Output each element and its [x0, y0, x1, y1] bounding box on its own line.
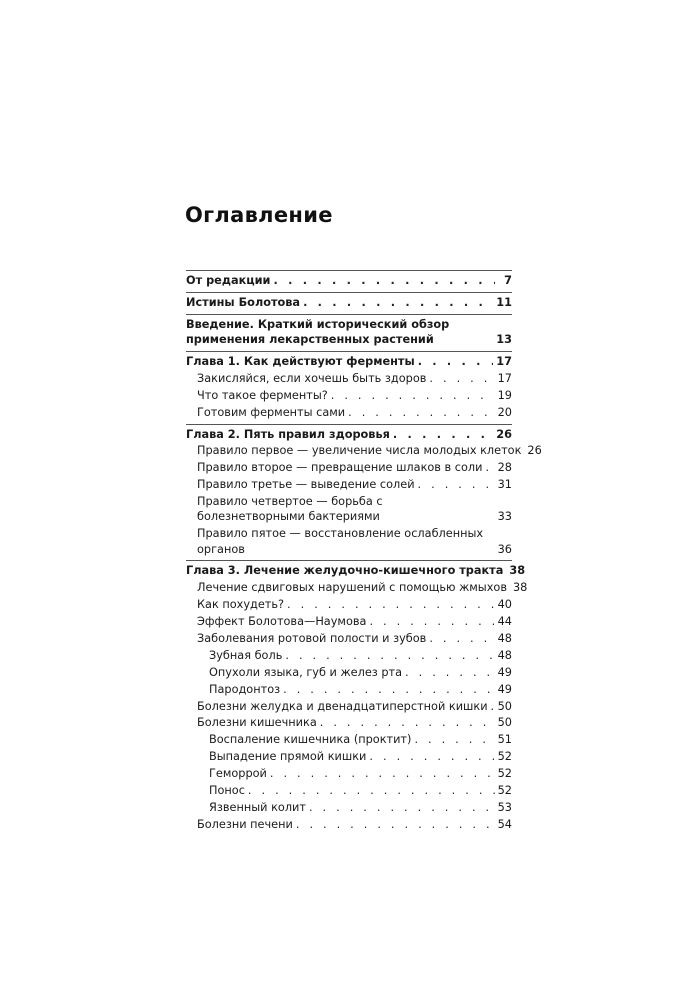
toc-page-number: 36	[497, 542, 512, 556]
toc-dot-leader	[287, 597, 495, 612]
toc-entry[interactable]	[186, 715, 512, 732]
toc-page-number: 52	[497, 784, 512, 798]
toc-page-number: 26	[527, 444, 542, 458]
toc-page-number: 28	[497, 461, 512, 475]
toc-entry[interactable]	[186, 494, 512, 526]
toc-entry-title: Истины Болотова	[186, 295, 301, 309]
toc-chapter-entry[interactable]	[186, 317, 512, 349]
toc-entry[interactable]	[186, 597, 512, 614]
toc-entry[interactable]	[186, 800, 512, 817]
toc-section	[186, 351, 512, 422]
toc-dot-leader	[285, 648, 494, 663]
toc-chapter-entry[interactable]	[186, 354, 512, 371]
toc-entry[interactable]	[186, 460, 512, 477]
toc-page-number: 49	[497, 682, 512, 696]
toc-entry[interactable]	[186, 648, 512, 665]
toc-page-number: 13	[496, 333, 512, 347]
toc-dot-leader	[418, 354, 494, 369]
page-title: Оглавление	[185, 203, 333, 227]
toc-entry-title: Болезни кишечника	[197, 716, 317, 730]
toc-dot-leader	[418, 477, 495, 492]
toc-page-number: 50	[497, 716, 512, 730]
toc-entry-title: Понос	[209, 784, 245, 798]
toc-page-number: 26	[496, 427, 512, 441]
toc-dot-leader	[303, 295, 493, 310]
toc-dot-leader	[273, 273, 495, 288]
toc-entry-title: Введение. Краткий исторический обзор применения лекарственных растений	[186, 317, 450, 347]
toc-entry-title: Язвенный колит	[209, 800, 306, 814]
toc-chapter-entry[interactable]	[186, 427, 512, 444]
toc-entry-title: Пародонтоз	[209, 682, 281, 696]
toc-section	[186, 314, 512, 349]
toc-page-number: 40	[497, 598, 512, 612]
toc-dot-leader	[248, 783, 495, 798]
toc-dot-leader	[369, 749, 494, 764]
toc-dot-leader	[309, 800, 495, 815]
toc-entry-title: Правило третье — выведение солей	[197, 478, 415, 492]
toc-page-number: 48	[497, 632, 512, 646]
toc-section	[186, 270, 512, 290]
toc-dot-leader	[348, 405, 494, 420]
toc-section	[186, 424, 542, 559]
toc-chapter-entry[interactable]	[186, 273, 512, 290]
toc-entry-title: Закисляйся, если хочешь быть здоров	[197, 371, 427, 385]
toc-page-number: 50	[497, 699, 512, 713]
toc-page-number: 11	[496, 295, 512, 309]
toc-section	[186, 292, 512, 312]
toc-page-number: 17	[496, 354, 512, 368]
toc-page-number: 20	[497, 405, 512, 419]
toc-dot-leader	[429, 631, 494, 646]
toc-entry-title: Лечение сдвиговых нарушений с помощью жмыхов	[197, 581, 507, 595]
toc-page-number: 7	[504, 274, 512, 287]
toc-entry[interactable]	[186, 732, 512, 749]
toc-entry-title: Заболевания ротовой полости и зубов	[197, 632, 427, 646]
toc-entry[interactable]	[186, 388, 512, 405]
toc-page-number: 33	[497, 510, 512, 524]
table-of-contents	[186, 270, 542, 834]
toc-page-number: 54	[497, 817, 512, 831]
toc-section	[186, 560, 528, 833]
toc-page-number: 53	[497, 800, 512, 814]
toc-entry[interactable]	[186, 699, 512, 716]
toc-page-number: 51	[497, 733, 512, 747]
toc-entry-title: Правило второе — превращение шлаков в соли	[197, 461, 483, 475]
toc-dot-leader	[491, 699, 495, 714]
toc-page-number: 49	[497, 665, 512, 679]
toc-entry-title: Болезни желудка и двенадцатиперстной кишки	[197, 699, 488, 713]
toc-entry[interactable]	[186, 405, 512, 422]
toc-chapter-entry[interactable]	[186, 295, 512, 312]
toc-dot-leader	[270, 766, 495, 781]
toc-entry-title: Выпадение прямой кишки	[209, 750, 367, 764]
toc-entry[interactable]	[186, 682, 512, 699]
toc-dot-leader	[429, 371, 494, 386]
toc-entry-title: Эффект Болотова—Наумова	[197, 615, 367, 629]
toc-entry-title: Правило первое — увеличение числа молодых клеток	[197, 444, 522, 458]
toc-entry[interactable]	[186, 614, 512, 631]
toc-page-number: 38	[509, 564, 526, 578]
toc-entry[interactable]	[186, 477, 512, 494]
toc-page-number: 48	[497, 648, 512, 662]
toc-page-number: 19	[497, 388, 512, 402]
toc-entry[interactable]	[186, 371, 512, 388]
toc-dot-leader	[405, 665, 495, 680]
toc-page-number: 17	[497, 371, 512, 385]
toc-page-number: 38	[512, 581, 528, 595]
toc-entry-title: Болезни печени	[197, 817, 293, 831]
toc-dot-leader	[414, 732, 494, 747]
toc-entry-title: От редакции	[186, 274, 271, 287]
toc-entry[interactable]	[186, 749, 512, 766]
toc-page-number: 44	[497, 615, 512, 629]
toc-entry[interactable]	[186, 783, 512, 800]
toc-entry-title: Глава 2. Пять правил здоровья	[186, 427, 390, 441]
toc-page-number: 52	[497, 750, 512, 764]
toc-dot-leader	[393, 427, 493, 442]
toc-dot-leader	[331, 388, 495, 403]
toc-entry-title: Опухоли языка, губ и желез рта	[209, 665, 403, 679]
toc-entry-title: Глава 1. Как действуют ферменты	[186, 354, 415, 368]
toc-entry-title: Правило четвертое — борьба с болезнетворными бактериями	[197, 495, 383, 524]
toc-entry-title: Глава 3. Лечение желудочно-кишечного тракта	[186, 564, 504, 578]
toc-entry-title: Воспаление кишечника (проктит)	[209, 733, 412, 747]
toc-entry[interactable]	[186, 443, 542, 460]
toc-page-number: 52	[497, 767, 512, 781]
toc-entry-title: Зубная боль	[209, 648, 283, 662]
toc-page-number: 31	[497, 478, 512, 492]
toc-dot-leader	[486, 460, 495, 475]
toc-dot-leader	[320, 715, 495, 730]
toc-entry[interactable]	[186, 580, 528, 597]
toc-entry-title: Как похудеть?	[197, 598, 285, 612]
toc-entry-title: Готовим ферменты сами	[197, 405, 346, 419]
toc-dot-leader	[283, 682, 495, 697]
toc-entry[interactable]	[186, 526, 512, 558]
toc-entry[interactable]	[186, 665, 512, 682]
toc-dot-leader	[369, 614, 494, 629]
toc-entry-title: Геморрой	[209, 767, 267, 781]
toc-entry[interactable]	[186, 766, 512, 783]
toc-chapter-entry[interactable]	[186, 563, 526, 580]
toc-dot-leader	[296, 817, 495, 832]
toc-entry-title: Правило пятое — восстановление ослабленных органов	[197, 527, 484, 556]
toc-entry[interactable]	[186, 631, 512, 648]
toc-entry-title: Что такое ферменты?	[197, 388, 328, 402]
toc-entry[interactable]	[186, 817, 512, 834]
